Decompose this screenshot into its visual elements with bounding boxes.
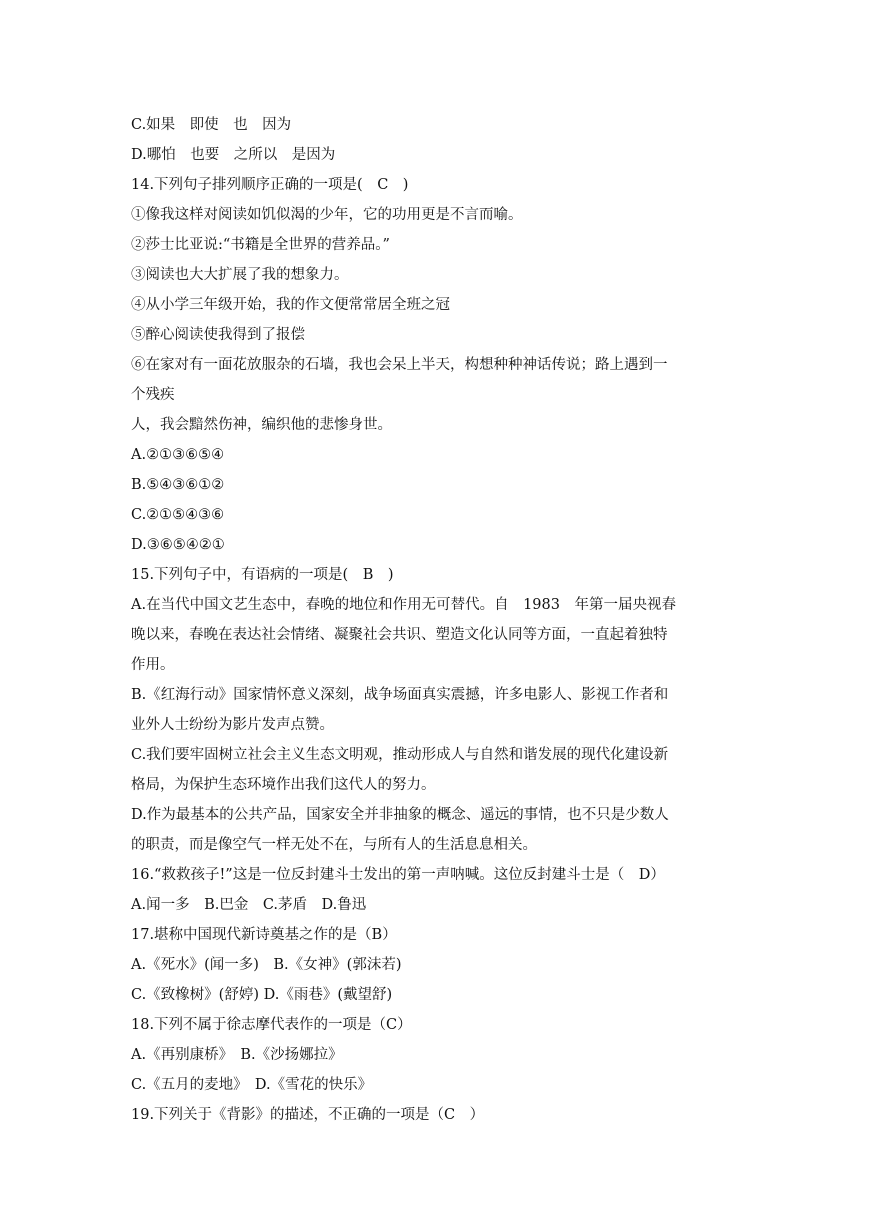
- question-17-stem: 17.堪称中国现代新诗奠基之作的是（B）: [131, 927, 397, 943]
- question-18-stem: 18.下列不属于徐志摩代表作的一项是（C）: [131, 1017, 412, 1033]
- text-line: ③阅读也大大扩展了我的想象力。: [131, 267, 349, 283]
- option-line: A.②①③⑥⑤④: [131, 447, 225, 463]
- text-line: B.《红海行动》国家情怀意义深刻，战争场面真实震撼，许多电影人、影视工作者和: [131, 687, 669, 703]
- text-line: 人，我会黯然伤神，编织他的悲惨身世。: [131, 417, 392, 433]
- question-14-stem: 14.下列句子排列顺序正确的一项是( C ): [131, 177, 409, 193]
- option-line: B.⑤④③⑥①②: [131, 477, 225, 493]
- option-line: A.《死水》(闻一多) B.《女神》(郭沫若): [131, 957, 402, 973]
- text-line: ④从小学三年级开始，我的作文便常常居全班之冠: [131, 297, 450, 313]
- text-line: 作用。: [131, 657, 175, 673]
- option-line: C.《五月的麦地》 D.《雪花的快乐》: [131, 1077, 373, 1093]
- option-line: C.②①⑤④③⑥: [131, 507, 225, 523]
- text-line: A.在当代中国文艺生态中，春晚的地位和作用无可替代。自 1983 年第一届央视春: [131, 597, 676, 613]
- text-line: ②莎士比亚说:“书籍是全世界的营养品。”: [131, 237, 390, 253]
- option-line: C.《致橡树》(舒婷) D.《雨巷》(戴望舒): [131, 987, 393, 1003]
- text-line: C.我们要牢固树立社会主义生态文明观，推动形成人与自然和谐发展的现代化建设新: [131, 747, 669, 763]
- text-line: 业外人士纷纷为影片发声点赞。: [131, 717, 334, 733]
- text-line: D.作为最基本的公共产品，国家安全并非抽象的概念、遥远的事情，也不只是少数人: [131, 807, 669, 823]
- text-line: ①像我这样对阅读如饥似渴的少年，它的功用更是不言而喻。: [131, 207, 523, 223]
- text-line: ⑤醉心阅读使我得到了报偿: [131, 327, 305, 343]
- text-line: D.哪怕 也要 之所以 是因为: [131, 147, 336, 163]
- text-line: 格局，为保护生态环境作出我们这代人的努力。: [131, 777, 436, 793]
- option-line: D.③⑥⑤④②①: [131, 537, 225, 553]
- question-15-stem: 15.下列句子中，有语病的一项是( B ): [131, 567, 394, 583]
- option-line: A.《再别康桥》 B.《沙扬娜拉》: [131, 1047, 343, 1063]
- option-line: A.闻一多 B.巴金 C.茅盾 D.鲁迅: [131, 897, 367, 913]
- text-line: 个残疾: [131, 387, 175, 403]
- text-line: C.如果 即使 也 因为: [131, 117, 292, 133]
- document-body: [131, 110, 751, 1130]
- question-16-stem: 16.“救救孩子!”这是一位反封建斗士发出的第一声呐喊。这位反封建斗士是（ D）: [131, 867, 665, 883]
- text-line: 晚以来，春晚在表达社会情绪、凝聚社会共识、塑造文化认同等方面，一直起着独特: [131, 627, 668, 643]
- question-19-stem: 19.下列关于《背影》的描述，不正确的一项是（C ）: [131, 1107, 485, 1123]
- text-line: 的职责，而是像空气一样无处不在，与所有人的生活息息相关。: [131, 837, 537, 853]
- text-line: ⑥在家对有一面花放服杂的石墙，我也会呆上半天，构想种种神话传说；路上遇到一: [131, 357, 668, 373]
